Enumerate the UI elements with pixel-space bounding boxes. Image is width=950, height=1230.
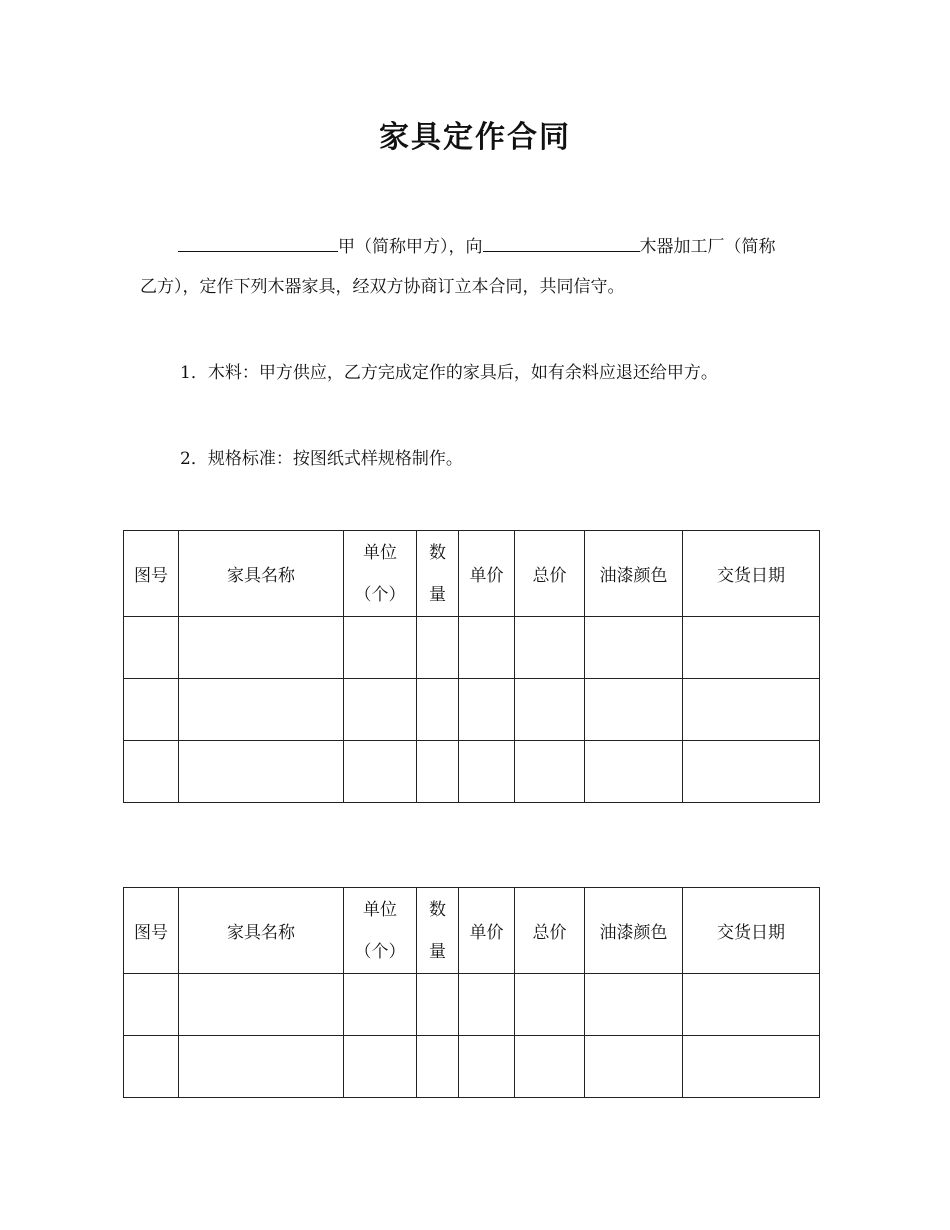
intro-text-part2: 木器加工厂（简称: [639, 237, 776, 257]
document-title: 家具定作合同: [379, 120, 571, 155]
order-table-1: [123, 530, 820, 803]
header-total-price: 总价: [515, 888, 585, 974]
header-unit: 单位 （个）: [344, 531, 417, 617]
header-unit: 单位 （个）: [344, 888, 417, 974]
table-row[interactable]: [124, 1036, 820, 1098]
clause-2: 2．规格标准：按图纸式样规格制作。: [180, 449, 463, 469]
table-header-row: [124, 531, 820, 617]
table-header-row: [124, 888, 820, 974]
clause-1: 1．木料：甲方供应，乙方完成定作的家具后，如有余料应退还给甲方。: [180, 363, 718, 383]
header-delivery-date: 交货日期: [683, 531, 820, 617]
header-unit-price: 单价: [459, 531, 515, 617]
intro-line-1: [178, 234, 776, 258]
table-row[interactable]: [124, 679, 820, 741]
table-row[interactable]: [124, 974, 820, 1036]
header-unit-price: 单价: [459, 888, 515, 974]
header-furniture-name: 家具名称: [179, 531, 344, 617]
table-row[interactable]: [124, 617, 820, 679]
party-a-name-blank[interactable]: [178, 234, 338, 252]
header-figure-no: 图号: [124, 888, 179, 974]
header-delivery-date: 交货日期: [683, 888, 820, 974]
header-total-price: 总价: [515, 531, 585, 617]
table-row[interactable]: [124, 741, 820, 803]
intro-line-2: 乙方），定作下列木器家具，经双方协商订立本合同，共同信守。: [140, 277, 625, 297]
header-paint-color: 油漆颜色: [585, 888, 683, 974]
header-quantity: 数 量: [417, 888, 459, 974]
order-table-2: [123, 887, 820, 1098]
header-quantity: 数 量: [417, 531, 459, 617]
header-paint-color: 油漆颜色: [585, 531, 683, 617]
factory-name-blank[interactable]: [483, 234, 640, 252]
header-furniture-name: 家具名称: [179, 888, 344, 974]
header-figure-no: 图号: [124, 531, 179, 617]
intro-text-part1: 甲（简称甲方），向: [338, 237, 483, 257]
